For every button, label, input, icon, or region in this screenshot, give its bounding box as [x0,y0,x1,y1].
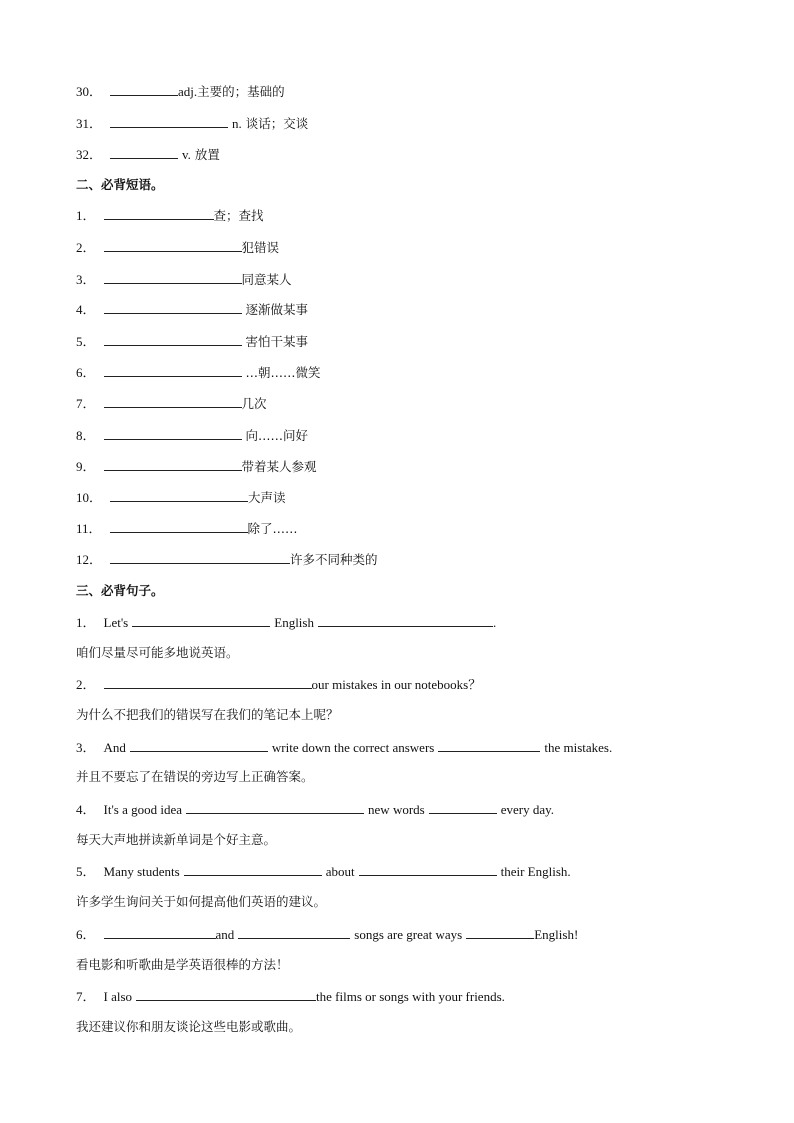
sentence-7: 7． I also the films or songs with your friends. [76,989,505,1004]
answer-blank[interactable] [238,925,350,939]
sentence-1: 1． Let's English . [76,615,497,630]
sentence-4: 4． It's a good idea new words every day. [76,802,555,817]
phrase-item: 7． 几次 [76,396,267,411]
answer-blank[interactable] [130,738,268,752]
answer-blank[interactable] [104,925,216,939]
answer-blank[interactable] [110,114,228,128]
answer-blank[interactable] [359,862,497,876]
phrase-item: 12． 许多不同种类的 [76,552,378,567]
answer-blank[interactable] [438,738,540,752]
sentence-1-translation: 咱们尽量尽可能多地说英语。 [76,645,239,660]
answer-blank[interactable] [184,862,322,876]
answer-blank[interactable] [104,238,242,252]
phrase-item: 1． 查；查找 [76,208,264,223]
phrase-item: 9． 带着某人参观 [76,459,317,474]
sentence-2-translation: 为什么不把我们的错误写在我们的笔记本上呢？ [76,707,339,722]
answer-blank[interactable] [104,675,312,689]
sentence-5: 5． Many students about their English. [76,864,571,879]
answer-blank[interactable] [136,987,316,1001]
sentence-3-translation: 并且不要忘了在错误的旁边写上正确答案。 [76,769,314,784]
phrase-item: 3． 同意某人 [76,272,292,287]
phrase-item: 11． 除了…… [76,521,298,536]
sentence-4-translation: 每天大声地拼读新单词是个好主意。 [76,832,277,847]
answer-blank[interactable] [104,332,242,346]
phrase-item: 6． …朝……微笑 [76,365,321,380]
answer-blank[interactable] [104,270,242,284]
answer-blank[interactable] [104,457,242,471]
answer-blank[interactable] [110,82,178,96]
answer-blank[interactable] [110,550,290,564]
phrase-item: 8． 向……问好 [76,428,309,443]
answer-blank[interactable] [110,488,248,502]
vocab-item-32: 32． v. 放置 [76,147,220,162]
sentence-7-translation: 我还建议你和朋友谈论这些电影或歌曲。 [76,1019,302,1034]
phrase-item: 2． 犯错误 [76,240,280,255]
answer-blank[interactable] [104,363,242,377]
sentence-6-translation: 看电影和听歌曲是学英语很棒的方法！ [76,957,289,972]
section-heading-phrases: 二、必背短语。 [76,177,164,192]
sentence-6: 6． and songs are great ways English! [76,927,579,942]
answer-blank[interactable] [104,426,242,440]
phrase-item: 5． 害怕干某事 [76,334,309,349]
phrase-item: 10． 大声读 [76,490,286,505]
answer-blank[interactable] [110,519,248,533]
vocab-item-31: 31． n. 谈话；交谈 [76,116,309,131]
sentence-5-translation: 许多学生询问关于如何提高他们英语的建议。 [76,894,327,909]
vocab-item-30: 30． adj.主要的；基础的 [76,84,285,99]
phrase-item: 4． 逐渐做某事 [76,302,309,317]
answer-blank[interactable] [132,613,270,627]
answer-blank[interactable] [104,206,214,220]
sentence-2: 2． our mistakes in our notebooks？ [76,677,482,692]
answer-blank[interactable] [429,800,497,814]
answer-blank[interactable] [110,145,178,159]
answer-blank[interactable] [104,394,242,408]
answer-blank[interactable] [104,300,242,314]
answer-blank[interactable] [318,613,493,627]
answer-blank[interactable] [186,800,364,814]
sentence-3: 3． And write down the correct answers the mistakes. [76,740,613,755]
answer-blank[interactable] [466,925,534,939]
section-heading-sentences: 三、必背句子。 [76,583,164,598]
